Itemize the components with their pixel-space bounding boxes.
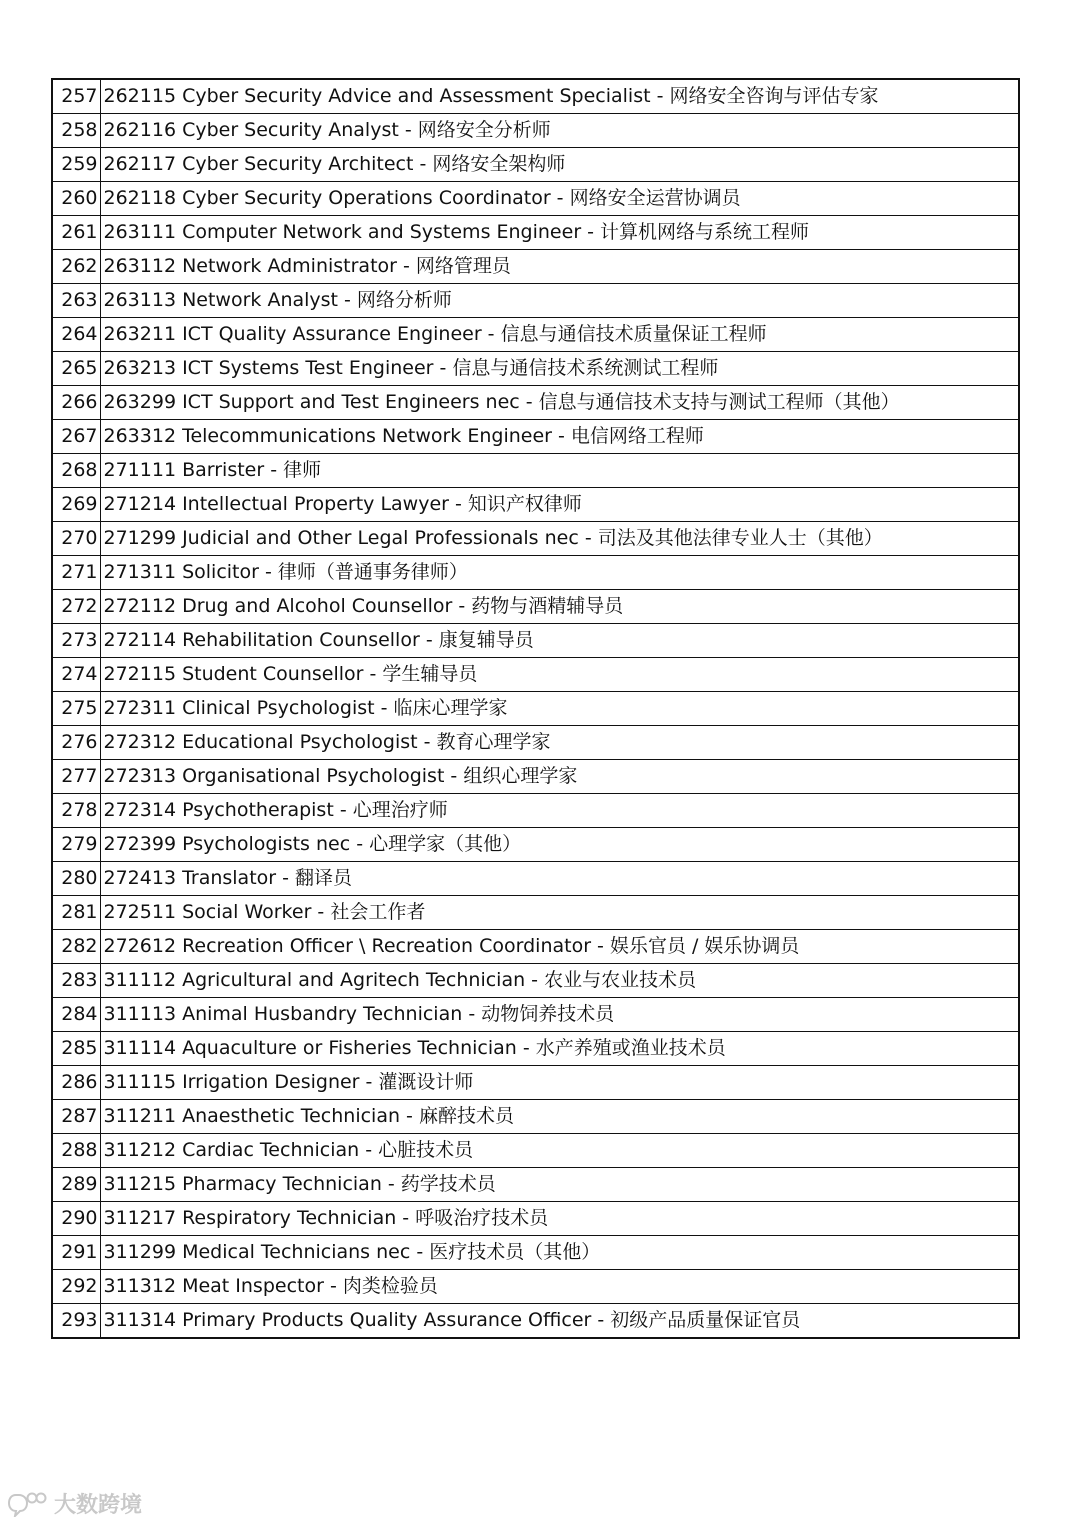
occupation-description: 263112 Network Administrator - 网络管理员	[100, 250, 1019, 284]
row-number: 266	[52, 386, 100, 420]
table-row	[52, 692, 1019, 726]
row-number: 269	[52, 488, 100, 522]
table-row	[52, 318, 1019, 352]
row-number: 265	[52, 352, 100, 386]
occupation-description: 311215 Pharmacy Technician - 药学技术员	[100, 1168, 1019, 1202]
occupation-description: 271311 Solicitor - 律师（普通事务律师）	[100, 556, 1019, 590]
table-row	[52, 454, 1019, 488]
table-row	[52, 624, 1019, 658]
table-row	[52, 998, 1019, 1032]
table-row	[52, 216, 1019, 250]
table-row	[52, 930, 1019, 964]
occupation-description: 272114 Rehabilitation Counsellor - 康复辅导员	[100, 624, 1019, 658]
occupation-description: 262117 Cyber Security Architect - 网络安全架构师	[100, 148, 1019, 182]
row-number: 287	[52, 1100, 100, 1134]
occupation-description: 311212 Cardiac Technician - 心脏技术员	[100, 1134, 1019, 1168]
occupation-description: 272413 Translator - 翻译员	[100, 862, 1019, 896]
row-number: 288	[52, 1134, 100, 1168]
row-number: 264	[52, 318, 100, 352]
table-row	[52, 1168, 1019, 1202]
row-number: 257	[52, 79, 100, 114]
row-number: 267	[52, 420, 100, 454]
occupation-description: 272115 Student Counsellor - 学生辅导员	[100, 658, 1019, 692]
table-row	[52, 114, 1019, 148]
table-row	[52, 1270, 1019, 1304]
occupation-table-body	[52, 79, 1019, 1338]
row-number: 291	[52, 1236, 100, 1270]
watermark	[8, 1488, 142, 1519]
table-row	[52, 1202, 1019, 1236]
occupation-description: 262116 Cyber Security Analyst - 网络安全分析师	[100, 114, 1019, 148]
row-number: 279	[52, 828, 100, 862]
table-row	[52, 1100, 1019, 1134]
table-row	[52, 1066, 1019, 1100]
table-row	[52, 1236, 1019, 1270]
table-row	[52, 148, 1019, 182]
row-number: 280	[52, 862, 100, 896]
table-row	[52, 964, 1019, 998]
table-row	[52, 250, 1019, 284]
occupation-description: 271111 Barrister - 律师	[100, 454, 1019, 488]
row-number: 290	[52, 1202, 100, 1236]
table-row	[52, 828, 1019, 862]
occupation-description: 262115 Cyber Security Advice and Assessment Specialist - 网络安全咨询与评估专家	[100, 79, 1019, 114]
table-row	[52, 488, 1019, 522]
table-row	[52, 658, 1019, 692]
table-row	[52, 522, 1019, 556]
row-number: 277	[52, 760, 100, 794]
row-number: 289	[52, 1168, 100, 1202]
row-number: 282	[52, 930, 100, 964]
occupation-description: 272313 Organisational Psychologist - 组织心理学家	[100, 760, 1019, 794]
occupation-description: 311211 Anaesthetic Technician - 麻醉技术员	[100, 1100, 1019, 1134]
table-row	[52, 862, 1019, 896]
occupation-description: 263211 ICT Quality Assurance Engineer - 信息与通信技术质量保证工程师	[100, 318, 1019, 352]
row-number: 268	[52, 454, 100, 488]
row-number: 262	[52, 250, 100, 284]
row-number: 285	[52, 1032, 100, 1066]
row-number: 281	[52, 896, 100, 930]
row-number: 271	[52, 556, 100, 590]
table-row	[52, 352, 1019, 386]
row-number: 275	[52, 692, 100, 726]
occupation-description: 311114 Aquaculture or Fisheries Technician - 水产养殖或渔业技术员	[100, 1032, 1019, 1066]
table-row	[52, 284, 1019, 318]
row-number: 272	[52, 590, 100, 624]
table-row	[52, 590, 1019, 624]
occupation-description: 272511 Social Worker - 社会工作者	[100, 896, 1019, 930]
occupation-description: 272112 Drug and Alcohol Counsellor - 药物与酒精辅导员	[100, 590, 1019, 624]
table-row	[52, 420, 1019, 454]
occupation-description: 311217 Respiratory Technician - 呼吸治疗技术员	[100, 1202, 1019, 1236]
occupation-description: 272311 Clinical Psychologist - 临床心理学家	[100, 692, 1019, 726]
row-number: 274	[52, 658, 100, 692]
occupation-description: 263113 Network Analyst - 网络分析师	[100, 284, 1019, 318]
table-row	[52, 182, 1019, 216]
row-number: 284	[52, 998, 100, 1032]
occupation-description: 311115 Irrigation Designer - 灌溉设计师	[100, 1066, 1019, 1100]
occupation-description: 272399 Psychologists nec - 心理学家（其他）	[100, 828, 1019, 862]
row-number: 286	[52, 1066, 100, 1100]
occupation-description: 311112 Agricultural and Agritech Technician - 农业与农业技术员	[100, 964, 1019, 998]
row-number: 260	[52, 182, 100, 216]
row-number: 273	[52, 624, 100, 658]
table-row	[52, 386, 1019, 420]
row-number: 293	[52, 1304, 100, 1339]
bubble-logo-icon	[8, 1491, 48, 1517]
row-number: 278	[52, 794, 100, 828]
row-number: 259	[52, 148, 100, 182]
watermark-text: 大数跨境	[54, 1493, 143, 1518]
occupation-description: 311113 Animal Husbandry Technician - 动物饲养技术员	[100, 998, 1019, 1032]
table-row	[52, 1134, 1019, 1168]
table-row	[52, 794, 1019, 828]
row-number: 261	[52, 216, 100, 250]
row-number: 292	[52, 1270, 100, 1304]
occupation-description: 311314 Primary Products Quality Assurance Officer - 初级产品质量保证官员	[100, 1304, 1019, 1339]
table-row	[52, 760, 1019, 794]
table-row	[52, 726, 1019, 760]
occupation-description: 272612 Recreation Officer \ Recreation Coordinator - 娱乐官员 / 娱乐协调员	[100, 930, 1019, 964]
row-number: 258	[52, 114, 100, 148]
occupation-description: 272314 Psychotherapist - 心理治疗师	[100, 794, 1019, 828]
occupation-description: 272312 Educational Psychologist - 教育心理学家	[100, 726, 1019, 760]
occupation-description: 263299 ICT Support and Test Engineers nec - 信息与通信技术支持与测试工程师（其他）	[100, 386, 1019, 420]
row-number: 283	[52, 964, 100, 998]
occupation-description: 262118 Cyber Security Operations Coordinator - 网络安全运营协调员	[100, 182, 1019, 216]
occupation-description: 311299 Medical Technicians nec - 医疗技术员（其他）	[100, 1236, 1019, 1270]
occupation-description: 311312 Meat Inspector - 肉类检验员	[100, 1270, 1019, 1304]
table-row	[52, 896, 1019, 930]
occupation-description: 263213 ICT Systems Test Engineer - 信息与通信技术系统测试工程师	[100, 352, 1019, 386]
table-row	[52, 1032, 1019, 1066]
row-number: 270	[52, 522, 100, 556]
occupation-description: 271214 Intellectual Property Lawyer - 知识产权律师	[100, 488, 1019, 522]
table-row	[52, 79, 1019, 114]
row-number: 276	[52, 726, 100, 760]
table-row	[52, 1304, 1019, 1339]
row-number: 263	[52, 284, 100, 318]
table-row	[52, 556, 1019, 590]
occupation-description: 263312 Telecommunications Network Engineer - 电信网络工程师	[100, 420, 1019, 454]
occupation-description: 271299 Judicial and Other Legal Professionals nec - 司法及其他法律专业人士（其他）	[100, 522, 1019, 556]
occupation-description: 263111 Computer Network and Systems Engineer - 计算机网络与系统工程师	[100, 216, 1019, 250]
occupation-table	[51, 78, 1020, 1339]
